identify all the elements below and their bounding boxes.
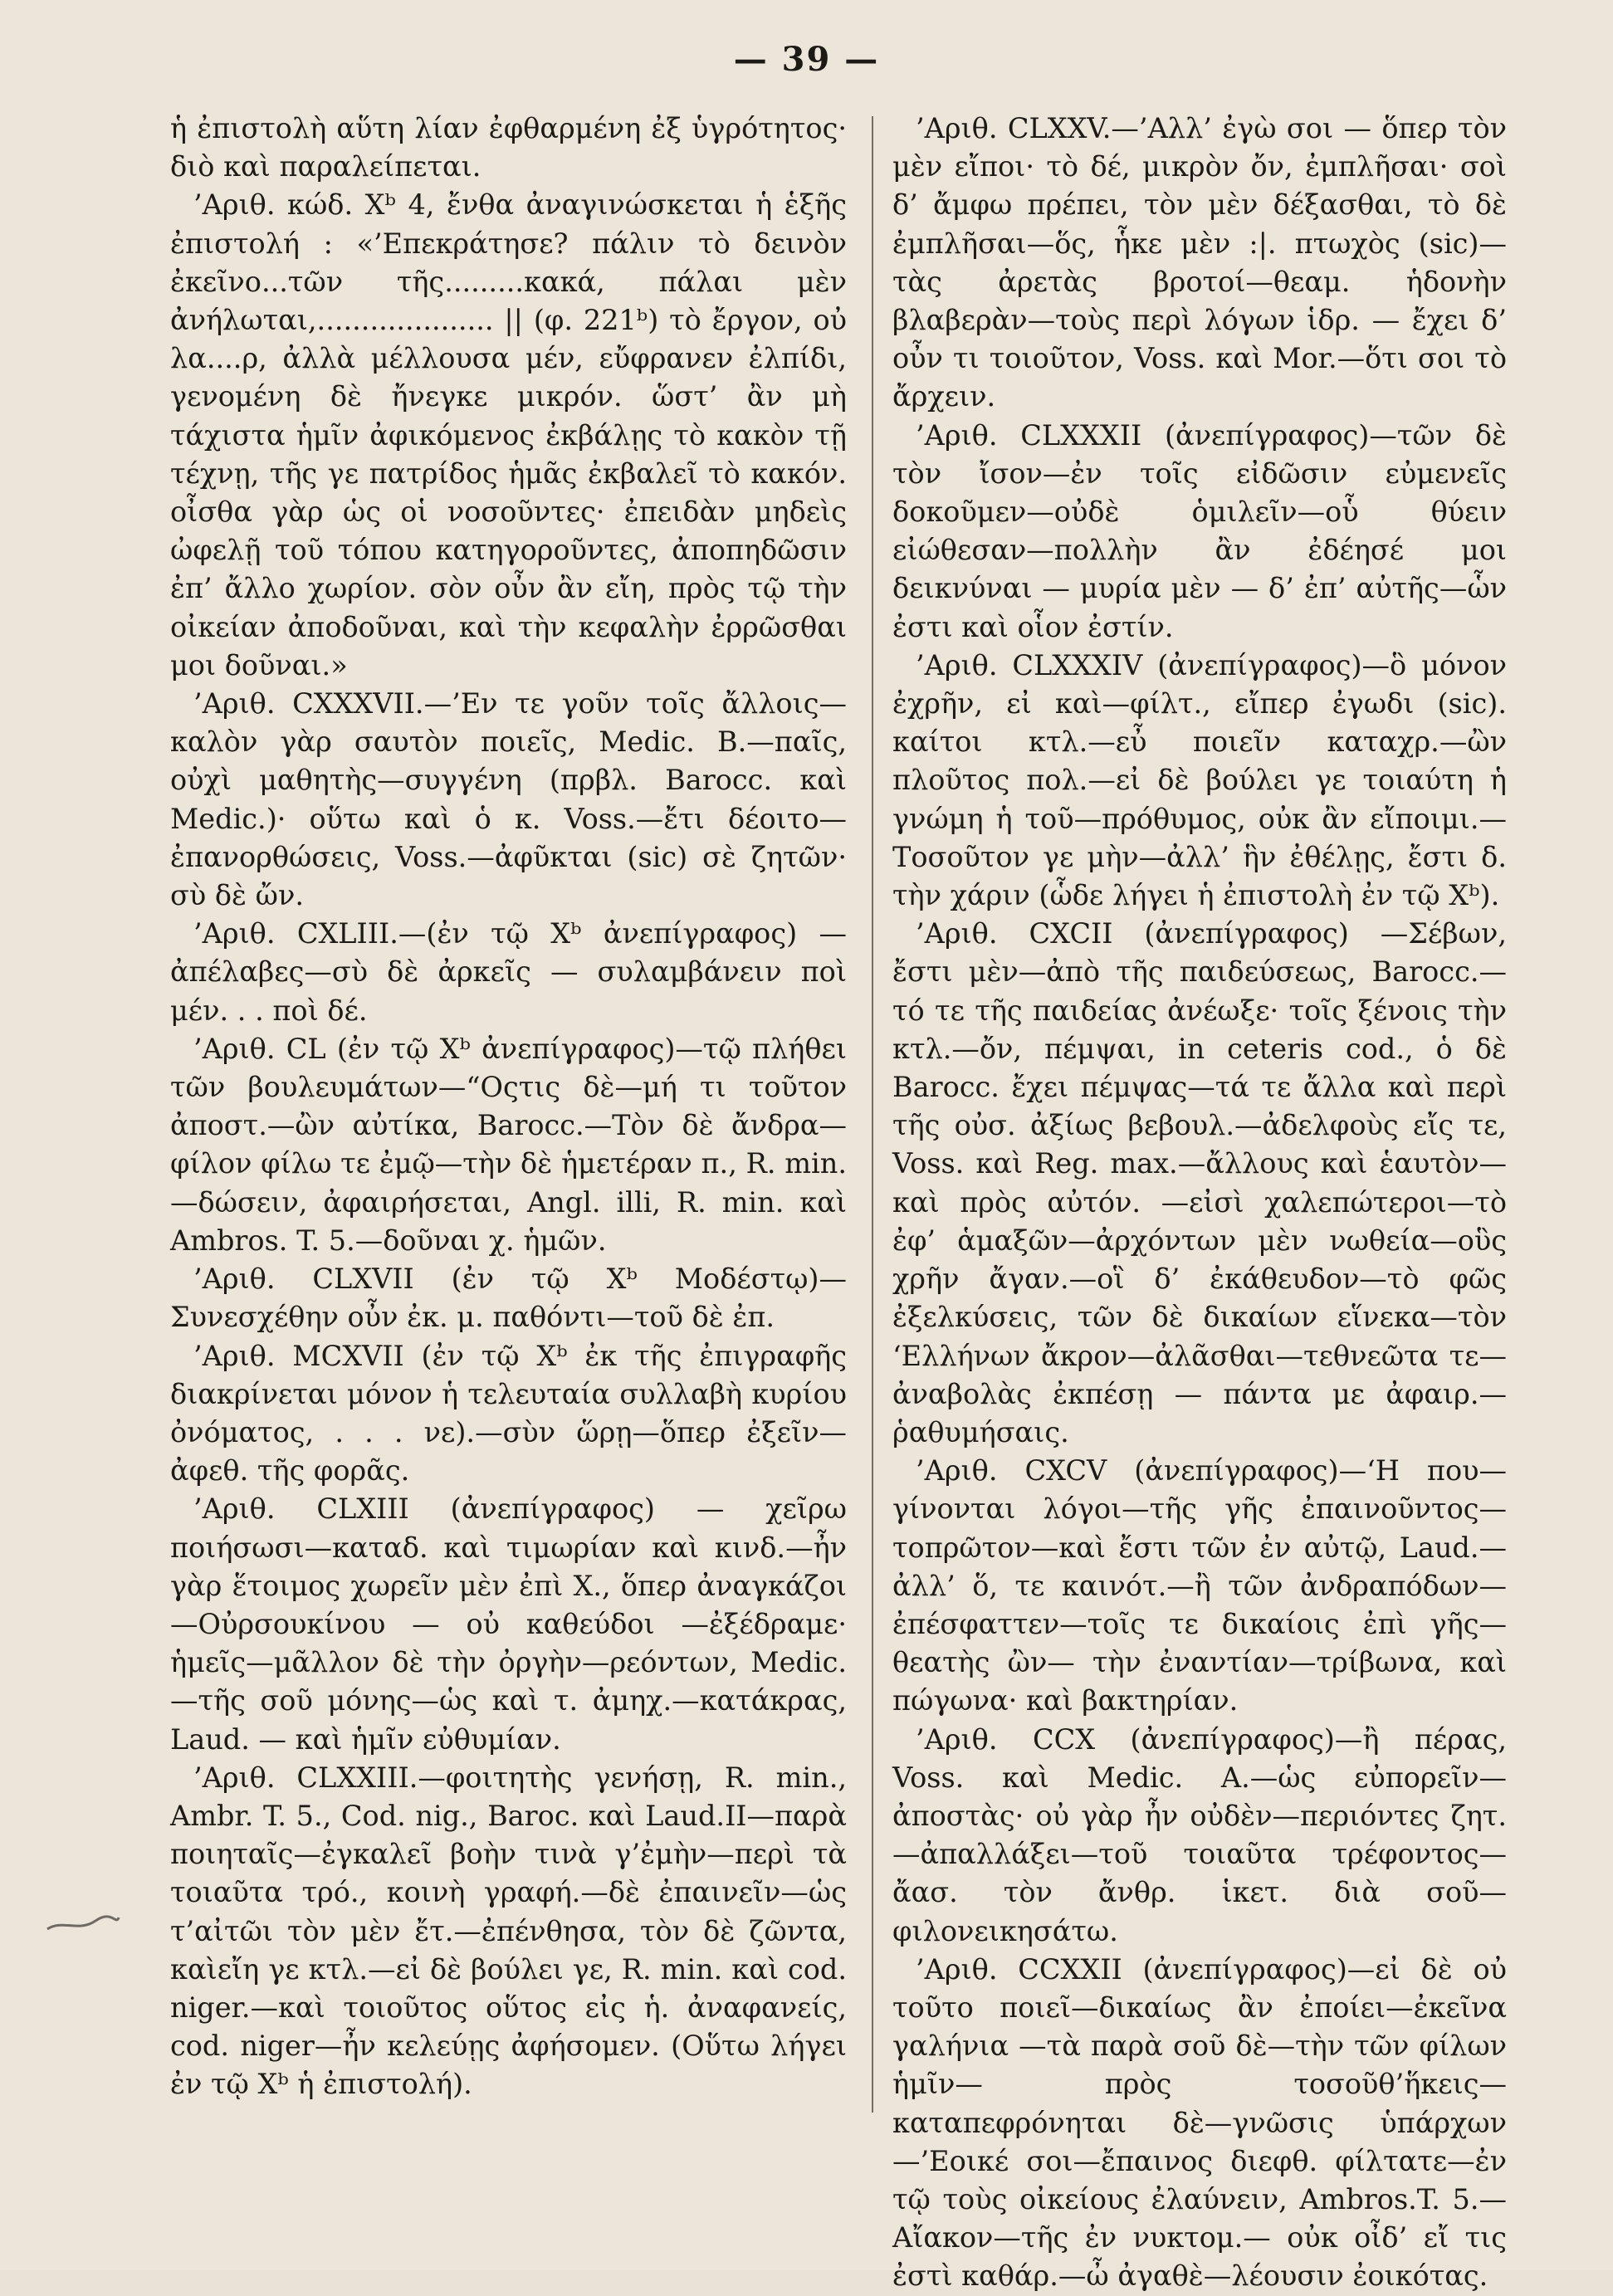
right-paragraph: ’Αριθ. CCX (ἀνεπίγραφος)—ἢ πέρας, Voss. καὶ Medic. A.—ὡς εὐπορεῖν—ἀποστὰς· οὐ γὰρ ἦν οὐδὲν—περιόντες ζητ.—ἀπαλλάξει—τοῦ τοιαῦτα τρέφοντος—ἄασ. τὸν ἄνθρ. ἱκετ. διὰ σοῦ—φιλονεικησάτω. <box>892 1722 1507 1947</box>
right-paragraph: ’Αριθ. CLXXXII (ἀνεπίγραφος)—τῶν δὲ τὸν ἴσον—ἐν τοῖς εἰδῶσιν εὐμενεῖς δοκοῦμεν—οὐδὲ ὁμιλεῖν—οὗ θύειν εἰώθεσαν—πολλὴν ἂν ἐδέησέ μοι δεικνύναι — μυρία μὲν — δ’ ἐπ’ αὐτῆς—ὧν ἐστι καὶ οἷον ἐστίν. <box>892 418 1507 643</box>
right-paragraph: ’Αριθ. CXCII (ἀνεπίγραφος) —Σέβων, ἔστι μὲν—ἀπὸ τῆς παιδεύσεως, Barocc.—τό τε τῆς παιδείας ἀνέωξε· τοῖς ξένοις τὴν κτλ.—ὄν, πέμψαι, in ceteris cod., ὁ δὲ Barocc. ἔχει πέμψας—τά τε ἄλλα καὶ περὶ τῆς οὐσ. ἀξίως βεβουλ.—ἀδελφοὺς εἴς τε, Voss. καὶ Reg. max.—ἄλλους καὶ ἑαυτὸν—καὶ πρὸς αὐτόν. —εἰσὶ χαλεπώτεροι—τὸ ἐφ’ ἁμαξῶν—ἀρχόντων μὲν νωθεία—οὓς χρῆν ἄγαν.—οἳ δ’ ἐκάθευδον—τὸ φῶς ἐξελκύσεις, τῶν δὲ δικαίων εἵνεκα—τὸν ‘Ελλήνων ἄκρον—ἀλᾶσθαι—τεθνεῶτα τε—ἀναβολὰς ἐκπέσῃ — πάντα με ἀφαιρ.—ῥαθυμήσαις. <box>892 917 1507 1448</box>
left-paragraph: ’Αριθ. MCXVII (ἐν τῷ Xᵇ ἐκ τῆς ἐπιγραφῆς διακρίνεται μόνον ἡ τελευταία συλλαβὴ κυρίου ὀνόματος, . . . νε).—σὺν ὥρῃ—ὅπερ ἐξεῖν—ἀφεθ. τῆς φορᾶς. <box>170 1339 847 1488</box>
column-divider <box>872 116 873 2113</box>
left-paragraph: ’Αριθ. CLXVII (ἐν τῷ Xᵇ Μοδέστῳ)—Συνεσχέθην οὖν ἐκ. μ. παθόντι—τοῦ δὲ ἐπ. <box>170 1263 847 1334</box>
left-paragraph: ἡ ἐπιστολὴ αὕτη λίαν ἐφθαρμένη ἐξ ὑγρότητος· διὸ καὶ παραλείπεται. <box>170 112 847 183</box>
left-paragraph: ’Αριθ. CLXXIII.—φοιτητὴς γενήσῃ, R. min., Ambr. T. 5., Cod. nig., Baroc. καὶ Laud.II—παρὰ ποιηταῖς—ἐγκαλεῖ βοὴν τινὰ γ’ἐμὴν—περὶ τὰ τοιαῦτα τρό., κοινὴ γραφή.—δὲ ἐπαινεῖν—ὡς τ’αἰτῶι τὸν μὲν ἔτ.—ἐπένθησα, τὸν δὲ ζῶντα, καὶεἴη γε κτλ.—εἰ δὲ βούλει γε, R. min. καὶ cod. niger.—καὶ τοιοῦτος οὕτος εἰς ἡ. ἀναφανείς, cod. niger—ἦν κελεύῃς ἀφήσομεν. (Οὕτω λήγει ἐν τῷ Xᵇ ἡ ἐπιστολή). <box>170 1761 847 2101</box>
right-column <box>892 110 1507 2296</box>
right-paragraph: ’Αριθ. CLXXV.—’Αλλ’ ἐγὼ σοι — ὅπερ τὸν μὲν εἴποι· τὸ δέ, μικρὸν ὄν, ἐμπλῆσαι· σοὶ δ’ ἄμφω πρέπει, τὸν μὲν δέξασθαι, τὸ δὲ ἐμπλῆσαι—ὅς, ἧκε μὲν :|. πτωχὸς (sic)—τὰς ἀρετὰς βροτοί—θεαμ. ἡδονὴν βλαβερὰν—τοὺς περὶ λόγων ἱδρ. — ἔχει δ’ οὖν τι τοιοῦτον, Voss. καὶ Mor.—ὅτι σοι τὸ ἄρχειν. <box>892 112 1507 413</box>
left-paragraph: ’Αριθ. CXLIII.—(ἐν τῷ Xᵇ ἀνεπίγραφος) — ἀπέλαβες—σὺ δὲ ἀρκεῖς — συλαμβάνειν ποὶ μέν. . . ποὶ δέ. <box>170 917 847 1027</box>
right-paragraph: ’Αριθ. CCXXII (ἀνεπίγραφος)—εἰ δὲ οὐ τοῦτο ποιεῖ—δικαίως ἂν ἐποίει—ἐκεῖνα γαλήνια —τὰ παρὰ σοῦ δὲ—τὴν τῶν φίλων ἡμῖν— πρὸς τοσοῦθ’ἥκεις—καταπεφρόνηται δὲ—γνῶσις ὑπάρχων—’Εοικέ σοι—ἔπαινος διεφθ. φίλτατε—ἐν τῷ τοὺς οἰκείους ἐλαύνειν, Ambros.T. 5.—Αἴακον—τῆς ἐν νυκτομ.— οὐκ οἶδ’ εἴ τις ἐστὶ καθάρ.—ὦ ἀγαθὲ—λέουσιν ἐοικότας. <box>892 1952 1507 2293</box>
left-paragraph: ’Αριθ. CL (ἐν τῷ Xᵇ ἀνεπίγραφος)—τῷ πλήθει τῶν βουλευμάτων—“Οςτις δὲ—μή τι τοῦτον ἀποστ.—ὢν αὐτίκα, Barocc.—Τὸν δὲ ἄνδρα—φίλον φίλω τε ἐμῷ—τὴν δὲ ἡμετέραν π., R. min.—δώσειν, ἀφαιρήσεται, Angl. illi, R. min. καὶ Ambros. T. 5.—δοῦναι χ. ἡμῶν. <box>170 1032 847 1257</box>
left-column <box>170 110 847 2104</box>
right-paragraph: ’Αριθ. CLXXXIV (ἀνεπίγραφος)—ὃ μόνον ἐχρῆν, εἰ καὶ—φίλτ., εἴπερ ἐγωδι (sic). καίτοι κτλ.—εὖ ποιεῖν καταχρ.—ὢν πλοῦτος πολ.—εἰ δὲ βούλει γε τοιαύτη ἡ γνώμη ἡ τοῦ—πρόθυμος, οὐκ ἂν εἴποιμι.—Τοσοῦτον γε μὴν—ἀλλ’ ἣν ἐθέλῃς, ἔστι δ. τὴν χάριν (ὧδε λήγει ἡ ἐπιστολὴ ἐν τῷ Xᵇ). <box>892 648 1507 912</box>
left-paragraph: ’Αριθ. CLXIII (ἀνεπίγραφος) — χεῖρω ποιήσωσι—καταδ. καὶ τιμωρίαν καὶ κινδ.—ἦν γὰρ ἕτοιμος χωρεῖν μὲν ἐπὶ X., ὅπερ ἀναγκάζοι—Οὐρσουκίνου — οὐ καθεύδοι —ἐξέδραμε· ἡμεῖς—μᾶλλον δὲ τὴν ὀργὴν—ρεόντων, Medic. —τῆς σοῦ μόνης—ὡς καὶ τ. ἀμηχ.—κατάκρας, Laud. — καὶ ἡμῖν εὐθυμίαν. <box>170 1492 847 1756</box>
left-paragraph: ’Αριθ. CXXXVII.—’Εν τε γοῦν τοῖς ἄλλοις— καλὸν γὰρ σαυτὸν ποιεῖς, Medic. B.—παῖς, οὐχὶ μαθητὴς—συγγένη (πρβλ. Barocc. καὶ Medic.)· οὕτω καὶ ὁ κ. Voss.—ἔτι δέοιτο—ἐπανορθώσεις, Voss.—ἀφῦκται (sic) σὲ ζητῶν· σὺ δὲ ὤν. <box>170 687 847 912</box>
page-number: — 39 — <box>733 40 880 79</box>
right-paragraph: ’Αριθ. CXCV (ἀνεπίγραφος)—‘Η που—γίνονται λόγοι—τῆς γῆς ἐπαινοῦντος—τοπρῶτον—καὶ ἔστι τῶν ἐν αὐτῷ, Laud.—ἀλλ’ ὅ, τε καινότ.—ἢ τῶν ἀνδραπόδων—ἐπέσφαττεν—τοῖς τε δικαίοις ἐπὶ γῆς—θεατὴς ὢν— τὴν ἐναντίαν—τρίβωνα, καὶ πώγωνα· καὶ βακτηρίαν. <box>892 1454 1507 1717</box>
left-paragraph: ’Αριθ. κώδ. Xᵇ 4, ἔνθα ἀναγινώσκεται ἡ ἑξῆς ἐπιστολή : «’Επεκράτησε? πάλιν τὸ δεινὸν ἐκεῖνο...τῶν τῆς.........κακά, πάλαι μὲν ἀνήλωται,.................... || (φ. 221ᵇ) τὸ ἔργον, οὐ λα....ρ, ἀλλὰ μέλλουσα μέν, εὔφρανεν ἐλπίδι, γενομένη δὲ ἤνεγκε μικρόν. ὥστ’ ἂν μὴ τάχιστα ἡμῖν ἀφικόμενος ἐκβάλῃς τὸ κακὸν τῇ τέχνῃ, τῆς γε πατρίδος ἡμᾶς ἐκβαλεῖ τὸ κακόν. οἶσθα γὰρ ὡς οἱ νοσοῦντες· ἐπειδὰν μηδεὶς ὠφελῇ τοῦ τόπου κατηγοροῦντες, ἀποπηδῶσιν ἐπ’ ἄλλο χωρίον. σὸν οὖν ἂν εἴη, πρὸς τῷ τὴν οἰκείαν ἀποδοῦναι, καὶ τὴν κεφαλὴν ἐρρῶσθαι μοι δοῦναι.» <box>170 188 847 681</box>
margin-ink-mark <box>46 1911 120 1936</box>
